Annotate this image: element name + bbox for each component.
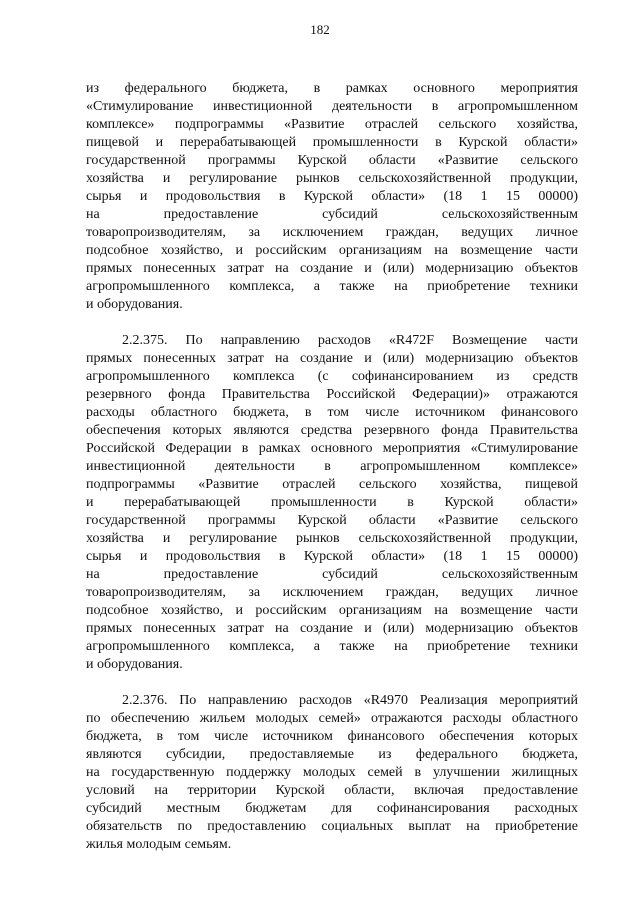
text-line: прямых понесенных затрат на создание и (или) модернизацию объектов	[86, 261, 578, 276]
text-line: подпрограммы «Развитие отраслей сельского хозяйства, пищевой	[86, 477, 578, 492]
text-line: сырья и продовольствия в Курской области» (18 1 15 00000)	[86, 189, 578, 204]
paragraph-2-2-376	[86, 692, 578, 854]
page-number: 182	[310, 22, 330, 37]
document-body	[86, 80, 578, 854]
text-line: пищевой и перерабатывающей промышленности в Курской области»	[86, 135, 578, 150]
text-line: сырья и продовольствия в Курской области» (18 1 15 00000)	[86, 549, 578, 564]
text-line: государственной программы Курской области «Развитие сельского	[86, 153, 578, 168]
text-line: на предоставление субсидий сельскохозяйственным	[86, 207, 578, 222]
text-line: на предоставление субсидий сельскохозяйственным	[86, 567, 578, 582]
text-line: резервного фонда Правительства Российской Федерации)» отражаются	[86, 387, 578, 402]
text-line: агропромышленного комплекса (с софинансированием из средств	[86, 369, 578, 384]
text-line: комплексе» подпрограммы «Развитие отраслей сельского хозяйства,	[86, 117, 578, 132]
paragraph-continuation	[86, 80, 578, 314]
text-line: обязательств по предоставлению социальных выплат на приобретение	[86, 819, 578, 834]
text-line: являются субсидии, предоставляемые из федерального бюджета,	[86, 747, 578, 762]
text-line: «Стимулирование инвестиционной деятельности в агропромышленном	[86, 99, 578, 114]
text-line: инвестиционной деятельности в агропромышленном комплексе»	[86, 459, 578, 474]
text-line: 2.2.375. По направлению расходов «R472F Возмещение части	[122, 333, 578, 348]
text-line: хозяйства и регулирование рынков сельскохозяйственной продукции,	[86, 531, 578, 546]
text-line: подсобное хозяйство, и российским организациям на возмещение части	[86, 243, 578, 258]
text-line: хозяйства и регулирование рынков сельскохозяйственной продукции,	[86, 171, 578, 186]
text-line: обеспечения которых являются средства резервного фонда Правительства	[86, 423, 578, 438]
text-line: и оборудования.	[86, 297, 183, 312]
text-line: агропромышленного комплекса, а также на приобретение техники	[86, 279, 578, 294]
text-line: бюджета, в том числе источником финансового обеспечения которых	[86, 729, 578, 744]
text-line: субсидий местным бюджетам для софинансирования расходных	[86, 801, 578, 816]
text-line: прямых понесенных затрат на создание и (или) модернизацию объектов	[86, 351, 578, 366]
text-line: Российской Федерации в рамках основного мероприятия «Стимулирование	[86, 441, 578, 456]
text-line: из федерального бюджета, в рамках основного мероприятия	[86, 81, 578, 96]
text-line: жилья молодым семьям.	[86, 837, 232, 852]
text-line: прямых понесенных затрат на создание и (или) модернизацию объектов	[86, 621, 578, 636]
text-line: на государственную поддержку молодых семей в улучшении жилищных	[86, 765, 578, 780]
text-line: 2.2.376. По направлению расходов «R4970 Реализация мероприятий	[122, 693, 578, 708]
text-line: подсобное хозяйство, и российским организациям на возмещение части	[86, 603, 578, 618]
text-line: и оборудования.	[86, 657, 183, 672]
text-line: товаропроизводителям, за исключением граждан, ведущих личное	[86, 225, 578, 240]
text-line: по обеспечению жильем молодых семей» отражаются расходы областного	[86, 711, 578, 726]
text-line: товаропроизводителям, за исключением граждан, ведущих личное	[86, 585, 578, 600]
paragraph-2-2-375	[86, 332, 578, 674]
text-line: агропромышленного комплекса, а также на приобретение техники	[86, 639, 578, 654]
text-line: расходы областного бюджета, в том числе источником финансового	[86, 405, 578, 420]
text-line: государственной программы Курской области «Развитие сельского	[86, 513, 578, 528]
text-line: и перерабатывающей промышленности в Курской области»	[86, 495, 578, 510]
text-line: условий на территории Курской области, включая предоставление	[86, 783, 578, 798]
